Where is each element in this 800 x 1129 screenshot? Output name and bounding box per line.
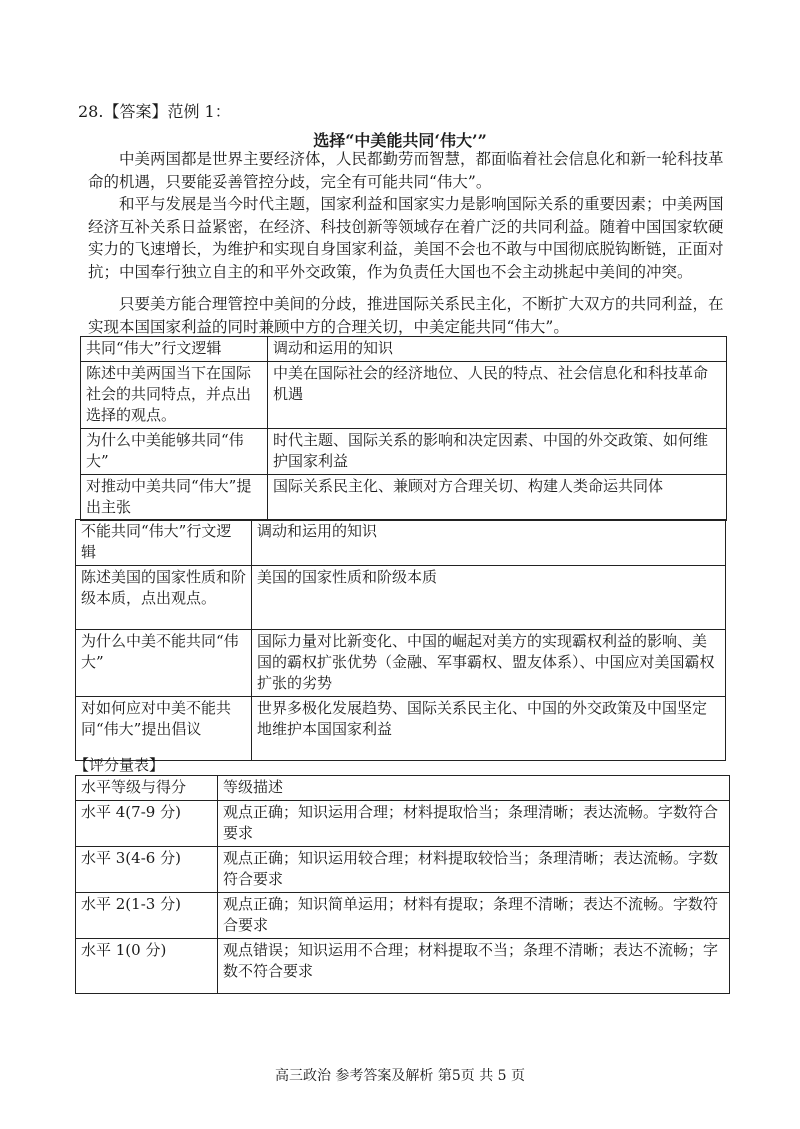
table-row <box>76 630 726 697</box>
table-cell: 时代主题、国际关系的影响和决定因素、中国的外交政策、如何维护国家利益 <box>268 429 727 475</box>
rubric-label: 【评分量表】 <box>74 756 165 774</box>
essay-paragraph-3: 只要美方能合理管控中美间的分歧，推进国际关系民主化，不断扩大双方的共同利益，在实现本国国家利益的同时兼顾中方的合理关切，中美定能共同“伟大”。 <box>88 295 724 336</box>
table-cell: 对推动中美共同“伟大”提出主张 <box>81 475 268 521</box>
table-row <box>81 429 727 475</box>
table-row <box>76 566 726 630</box>
rubric-table <box>75 775 730 994</box>
table-cell: 中美在国际社会的经济地位、人民的特点、社会信息化和科技革命机遇 <box>268 362 727 429</box>
table-header-cell: 水平等级与得分 <box>76 776 218 801</box>
table-header-cell: 调动和运用的知识 <box>268 337 727 362</box>
table-row <box>76 939 730 994</box>
logic-table-cannot <box>75 519 726 761</box>
table-row <box>76 893 730 939</box>
table-cell: 观点错误；知识运用不合理；材料提取不当；条理不清晰；表达不流畅；字数不符合要求 <box>218 939 730 994</box>
table-cell: 陈述中美两国当下在国际社会的共同特点，并点出选择的观点。 <box>81 362 268 429</box>
table-cell: 为什么中美不能共同“伟大” <box>76 630 252 697</box>
table-header-row <box>76 776 730 801</box>
table-cell: 水平 3(4-6 分) <box>76 847 218 893</box>
table-row <box>76 697 726 761</box>
table-row <box>81 475 727 521</box>
table-header-cell: 共同“伟大”行文逻辑 <box>81 337 268 362</box>
table-row <box>81 362 727 429</box>
essay-paragraph-2: 和平与发展是当今时代主题，国家利益和国家实力是影响国际关系的重要因素；中美两国经济互补关系日益紧密，在经济、科技创新等领域存在着广泛的共同利益。随着中国国家软硬实力的飞速增长，为维护和实现自身国家利益，美国不会也不敢与中国彻底脱钩断链，正面对抗；中国奉行独立自主的和平外交政策，作为负责任大国也不会主动挑起中美间的冲突。 <box>88 195 724 281</box>
table-row <box>76 847 730 893</box>
page-footer: 高三政治 参考答案及解析 第5页 共 5 页 <box>274 1068 526 1084</box>
table-header-row <box>76 520 726 566</box>
table-row <box>76 801 730 847</box>
table-cell: 国际力量对比新变化、中国的崛起对美方的实现霸权利益的影响、美国的霸权扩张优势（金融、军事霸权、盟友体系）、中国应对美国霸权扩张的劣势 <box>252 630 726 697</box>
table-header-cell: 等级描述 <box>218 776 730 801</box>
logic-table-can <box>80 336 727 521</box>
table-cell: 观点正确；知识简单运用；材料有提取；条理不清晰；表达不流畅。字数符合要求 <box>218 893 730 939</box>
table-cell: 为什么中美能够共同“伟大” <box>81 429 268 475</box>
table-cell: 水平 4(7-9 分) <box>76 801 218 847</box>
table-header-cell: 不能共同“伟大”行文逻辑 <box>76 520 252 566</box>
table-cell: 美国的国家性质和阶级本质 <box>252 566 726 630</box>
question-heading: 28.【答案】范例 1： <box>78 102 231 121</box>
table-cell: 观点正确；知识运用合理；材料提取恰当；条理清晰；表达流畅。字数符合要求 <box>218 801 730 847</box>
table-cell: 国际关系民主化、兼顾对方合理关切、构建人类命运共同体 <box>268 475 727 521</box>
table-header-row <box>81 337 727 362</box>
table-cell: 陈述美国的国家性质和阶级本质，点出观点。 <box>76 566 252 630</box>
table-cell: 水平 2(1-3 分) <box>76 893 218 939</box>
essay-title: 选择“中美能共同‘伟大’” <box>313 131 487 150</box>
table-cell: 水平 1(0 分) <box>76 939 218 994</box>
table-cell: 世界多极化发展趋势、国际关系民主化、中国的外交政策及中国坚定地维护本国国家利益 <box>252 697 726 761</box>
table-cell: 观点正确；知识运用较合理；材料提取较恰当；条理清晰；表达流畅。字数符合要求 <box>218 847 730 893</box>
table-header-cell: 调动和运用的知识 <box>252 520 726 566</box>
essay-paragraph-1: 中美两国都是世界主要经济体，人民都勤劳而智慧，都面临着社会信息化和新一轮科技革命的机遇，只要能妥善管控分歧，完全有可能共同“伟大”。 <box>88 150 724 191</box>
table-cell: 对如何应对中美不能共同“伟大”提出倡议 <box>76 697 252 761</box>
